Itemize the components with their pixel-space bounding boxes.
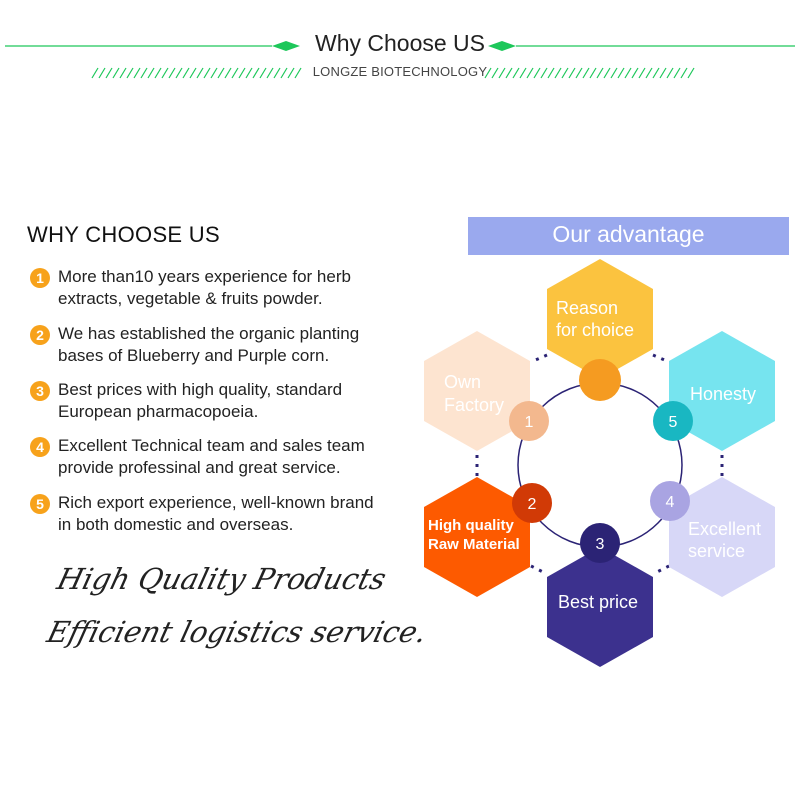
hex-label-raw-2: Raw Material <box>428 536 520 553</box>
tagline-quality: High Quality Products <box>53 562 390 596</box>
point-line-1: We has established the organic planting <box>58 324 360 343</box>
hex-label-service-2: service <box>688 541 746 561</box>
section-heading: WHY CHOOSE US <box>27 222 220 247</box>
center-dot <box>579 359 621 401</box>
hex-label-factory-2: Factory <box>444 395 505 415</box>
hex-label-honesty: Honesty <box>690 384 757 404</box>
hex-label-service-1: Excellent <box>688 519 762 539</box>
point-line-2: bases of Blueberry and Purple corn. <box>58 346 330 365</box>
point-line-1: More than10 years experience for herb <box>58 267 351 286</box>
hex-label-reason-1: Reason <box>556 298 619 318</box>
number-badge: 5 <box>30 494 50 514</box>
header-subtitle: LONGZE BIOTECHNOLOGY <box>312 64 488 79</box>
point-line-2: European pharmacopoeia. <box>58 402 259 421</box>
point-line-1: Excellent Technical team and sales team <box>58 436 365 455</box>
point-line-1: Rich export experience, well-known brand <box>58 493 374 512</box>
point-line-2: provide professinal and great service. <box>58 458 341 477</box>
circle-2-number: 2 <box>527 496 537 513</box>
circle-5-number: 5 <box>668 414 678 431</box>
hex-label-factory-1: Own <box>444 372 482 392</box>
hex-label-reason-2: for choice <box>556 320 635 340</box>
point-line-1: Best prices with high quality, standard <box>58 380 343 399</box>
tagline-logistics: Efficient logistics service. <box>43 615 431 649</box>
point-line-2: extracts, vegetable & fruits powder. <box>58 289 323 308</box>
circle-3-number: 3 <box>595 536 605 553</box>
circle-4-number: 4 <box>665 494 675 511</box>
hex-label-raw-1: High quality <box>428 517 514 534</box>
number-badge: 2 <box>30 325 50 345</box>
header-title: Why Choose US <box>314 30 485 56</box>
circle-1-number: 1 <box>524 414 534 431</box>
point-line-2: in both domestic and overseas. <box>58 515 294 534</box>
hex-label-best-price: Best price <box>558 592 639 612</box>
number-badge: 3 <box>30 381 50 401</box>
number-badge: 4 <box>30 437 50 457</box>
number-badge: 1 <box>30 268 50 288</box>
advantage-title: Our advantage <box>552 221 705 247</box>
